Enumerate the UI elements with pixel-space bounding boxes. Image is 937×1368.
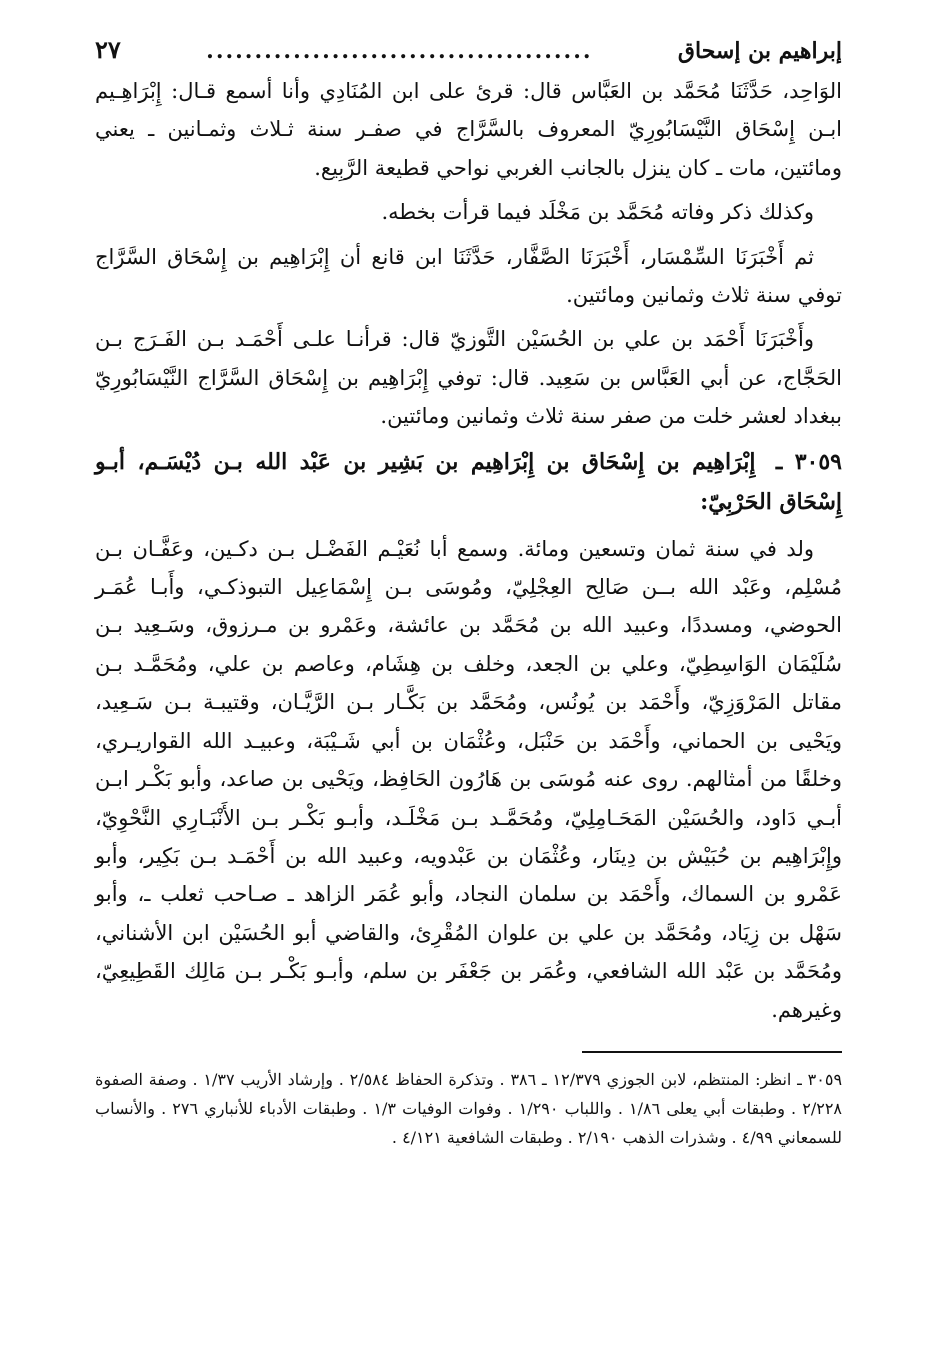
main-text bbox=[95, 72, 842, 1029]
paragraph-continuation: الوَاحِد، حَدَّثَنَا مُحَمَّد بن العَبَّاس قال: قرئ على ابن المُنَادِي وأنا أسمع قـال: إِبْرَاهِـيم ابـن إِسْحَاق النَّيْسَابُورِيّ المعروف بالسَّرَّاج في صفـر سنة ثـلاث وثمـانين ـ يعني ومائتين، مات ـ كان ينزل بالجانب الغربي نواحي قطيعة الرَّبِيع. bbox=[95, 79, 842, 180]
entry-paragraph: ولد في سنة ثمان وتسعين ومائة. وسمع أبا نُعَيْـم الفَضْـل بـن دكـين، وعَفَّـان بـن مُسْلِم، وعَبْد الله بــن صَالِح العِجْلِيّ، ومُوسَى بـن إِسْمَاعِيل التبوذكـي، وأَبـا عُمَـر الحوضي، ومسددًا، وعبيد الله بن مُحَمَّد بن عائشة، وعَمْرو بن مـرزوق، وسَـعِيد بـن سُلَيْمَان الوَاسِطِيّ، وعلي بن الجعد، وخلف بن هِشَام، وعاصم بن علي، ومُحَمَّـد بـن مقاتل المَرْوَزِيّ، وأَحْمَد بن يُونُس، ومُحَمَّد بن بَكَّـار بـن الرَّيَّـان، وقتيبـة بـن سَـعِيد، ويَحْيى بن الحماني، وأَحْمَد بن حَنْبَل، وعُثْمَان بن أبي شَـيْبَة، وعبيـد الله القواريـري، وخلقًا من أمثالهم. روى عنه مُوسَى بن هَارُون الحَافِظ، ويَحْيى بن صاعد، وأبو بَكْـر ابـن أبـي دَاود، والحُسَيْن المَحَـامِلِيّ، ومُحَمَّـد بـن مَخْلَـد، وأبـو بَكْـر بـن الأَنْبَـارِي النَّحْوِيّ، وإِبْرَاهِيم بن حُبَيْش بن دِينَار، وعُثْمَان بن عَبْدويه، وعبيد الله بن أَحْمَـد بـن بَكِير، وأبو عَمْرو بن السماك، وأَحْمَد بن سلمان النجاد، وأبو عُمَر الزاهد ـ صـاحب ثعلب ـ، وأبو سَهْل بن زِيَاد، ومُحَمَّد بن علي بن علوان المُقْرِئ، والقاضي أبو الحُسَيْن ابن الأشناني، ومُحَمَّد بن عَبْد الله الشافعي، وعُمَر بن جَعْفَر بن سلم، وأبـو بَكْـر بـن مَالِك القَطِيعِيّ، وغيرهم. bbox=[95, 536, 842, 1022]
biography-entry-heading bbox=[95, 442, 842, 522]
running-title: إبراهيم بن إسحاق bbox=[677, 38, 842, 64]
page-number: ٢٧ bbox=[95, 35, 121, 64]
entry-number: ٣٠٥٩ ـ bbox=[775, 448, 842, 475]
entry-title: إِبْرَاهِيم بن إِسْحَاق بن إِبْرَاهِيم بن بَشِير بن عَبْد الله بـن دُيْسَـم، أبـو إِسْحَاق الحَرْبِيّ: bbox=[95, 448, 842, 515]
book-page bbox=[95, 30, 842, 1338]
paragraph-death-record: وكذلك ذكر وفاته مُحَمَّد بن مَخْلَد فيما قرأت بخطه. bbox=[381, 200, 814, 225]
running-header bbox=[95, 30, 842, 72]
paragraph-narration: ثم أَخْبَرَنَا السِّمْسَار، أَخْبَرَنَا الصَّفَّار، حَدَّثَنَا ابن قانع أن إِبْرَاهِيم بن إِسْحَاق السَّرَّاج توفي سنة ثلاث وثمانين ومائتين. bbox=[95, 244, 842, 308]
paragraph-narration: وأَخْبَرَنَا أَحْمَد بن علي بن الحُسَيْن التَّوزيّ قال: قرأنـا علـى أَحْمَـد بـن الفَـرَج بـن الحَجَّاج، عن أبي العَبَّاس بن سَعِيد. قال: توفي إِبْرَاهِيم بن إِسْحَاق السَّرَّاج النَّيْسَابُورِيّ ببغداد لعشر خلت من صفر سنة ثلاث وثمانين ومائتين. bbox=[95, 327, 842, 429]
leader-dots: ........................................ bbox=[206, 38, 593, 64]
footnote-references: ٣٠٥٩ ـ انظر: المنتظم، لابن الجوزي ١٢/٣٧٩ ـ ٣٨٦ . وتذكرة الحفاظ ٢/٥٨٤ . وإرشاد الأريب ١/٣٧ . وصفة الصفوة ٢/٢٢٨ . وطبقات أبي يعلى ١/٨٦ . واللباب ١/٢٩٠ . وفوات الوفيات ١/٣ . وطبقات الأدباء للأنباري ٢٧٦ . والأنساب للسمعاني ٤/٩٩ . وشذرات الذهب ٢/١٩٠ . وطبقات الشافعية ٤/١٢١ . bbox=[95, 1069, 843, 1147]
footnote-divider bbox=[582, 1051, 842, 1053]
footnotes bbox=[95, 1065, 842, 1152]
